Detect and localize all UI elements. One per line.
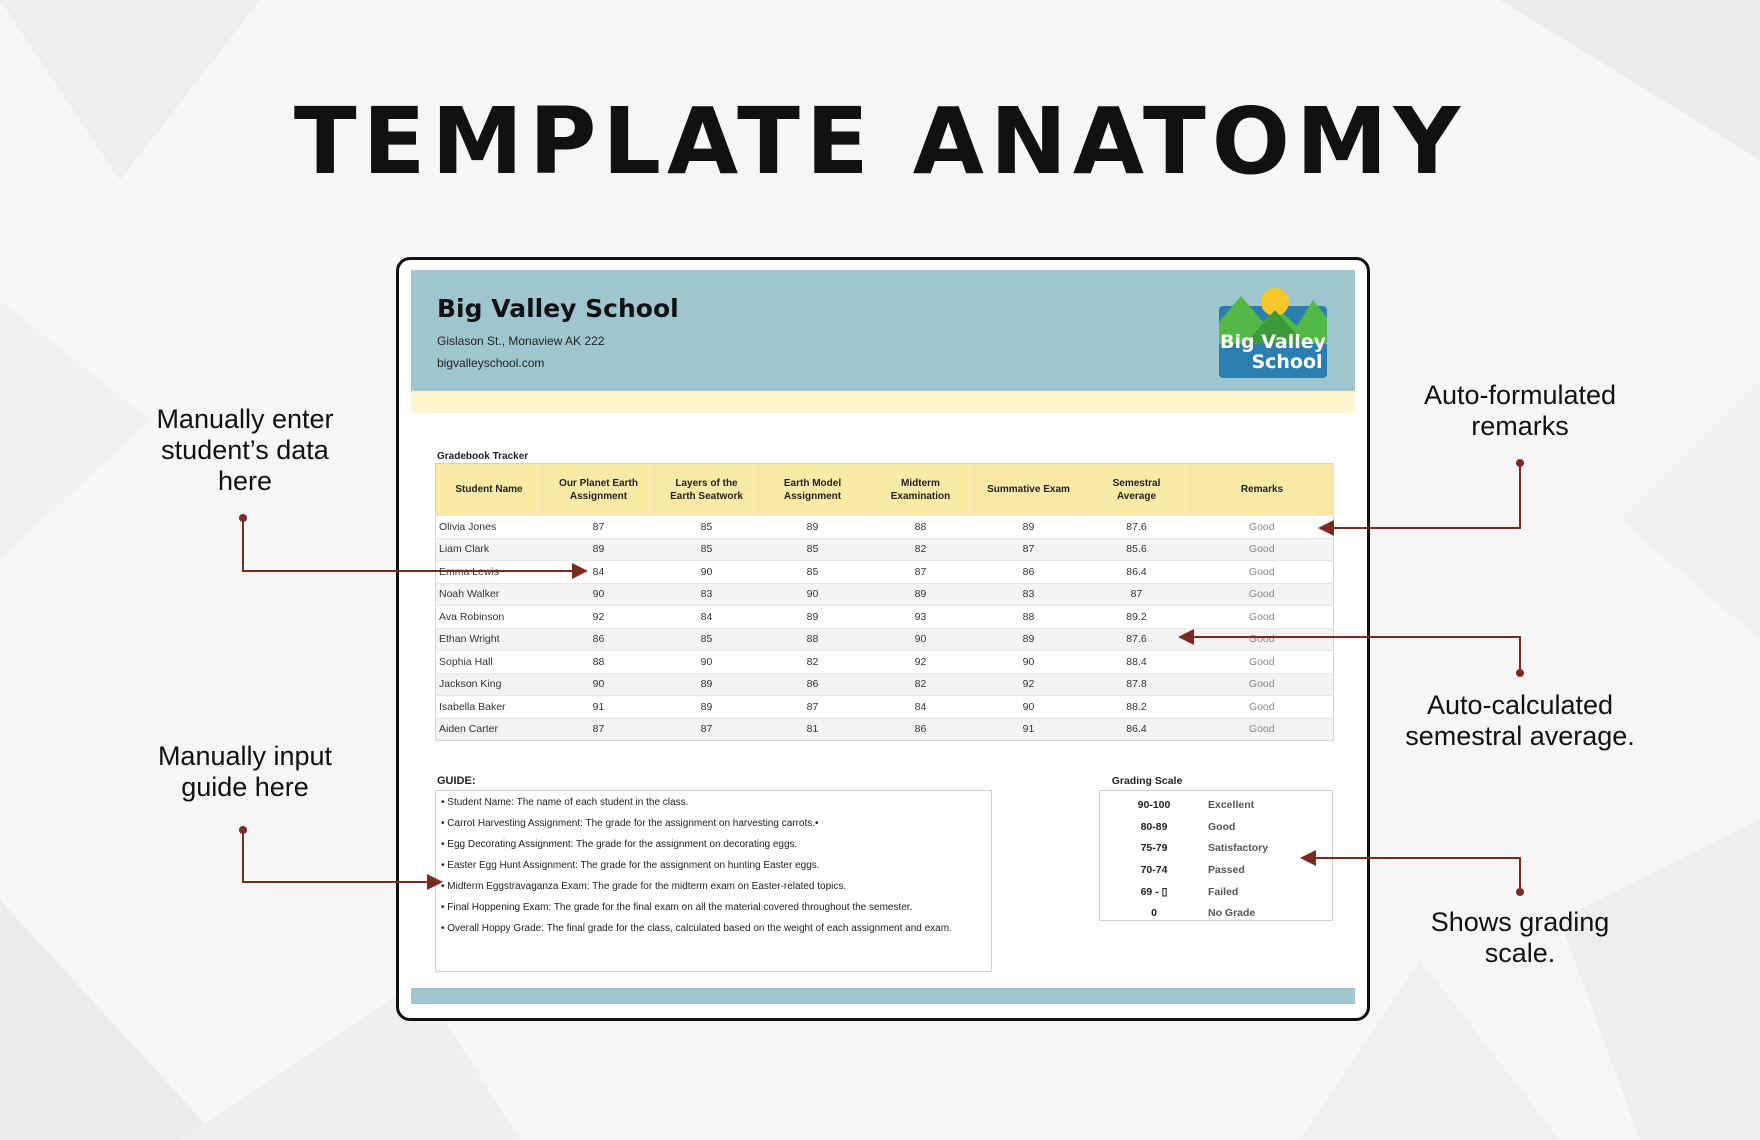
annotation-line: Manually enter xyxy=(156,404,334,434)
grade-cell[interactable]: 90 xyxy=(543,673,655,696)
grade-cell[interactable]: 86 xyxy=(759,673,867,696)
student-name-cell[interactable]: Noah Walker xyxy=(436,583,543,606)
grade-cell[interactable]: 84 xyxy=(655,606,759,629)
grade-cell[interactable]: 88 xyxy=(543,651,655,674)
annotation-line: guide here xyxy=(181,772,309,802)
remarks-cell: Good xyxy=(1191,583,1334,606)
column-header-text: Layers of the xyxy=(675,477,738,489)
remarks-cell: Good xyxy=(1191,696,1334,719)
column-header-text: Earth Model xyxy=(783,477,842,489)
grade-cell[interactable]: 87 xyxy=(543,718,655,741)
annotation-line: semestral average. xyxy=(1405,721,1635,751)
grade-cell: 85.6 xyxy=(1083,538,1191,561)
grade-cell[interactable]: 87 xyxy=(543,516,655,539)
grade-cell[interactable]: 89 xyxy=(543,538,655,561)
grade-cell[interactable]: 84 xyxy=(867,696,975,719)
grading-scale-label: Grading Scale xyxy=(1111,775,1183,787)
student-name-cell[interactable]: Jackson King xyxy=(436,673,543,696)
grade-cell[interactable]: 90 xyxy=(975,696,1083,719)
grade-cell[interactable]: 84 xyxy=(543,561,655,584)
grade-cell[interactable]: 85 xyxy=(759,538,867,561)
remarks-cell: Good xyxy=(1191,718,1334,741)
guide-item: • Carrot Harvesting Assignment: The grade for the assignment on harvesting carrots.• xyxy=(441,818,819,829)
grade-cell[interactable]: 89 xyxy=(975,628,1083,651)
grade-cell[interactable]: 90 xyxy=(655,561,759,584)
grade-cell[interactable]: 89 xyxy=(867,583,975,606)
grade-cell[interactable]: 82 xyxy=(867,673,975,696)
grade-cell[interactable]: 90 xyxy=(543,583,655,606)
grade-cell[interactable]: 88 xyxy=(867,516,975,539)
student-name-cell[interactable]: Olivia Jones xyxy=(436,516,543,539)
annotation-line: remarks xyxy=(1471,411,1569,441)
column-header-text: Earth Seatwork xyxy=(670,490,743,502)
grade-cell[interactable]: 81 xyxy=(759,718,867,741)
grade-range: 80-89 xyxy=(1140,820,1168,833)
remarks-cell: Good xyxy=(1191,606,1334,629)
grade-cell[interactable]: 89 xyxy=(759,516,867,539)
grade-cell: 87.8 xyxy=(1083,673,1191,696)
grade-cell[interactable]: 83 xyxy=(975,583,1083,606)
grade-cell[interactable]: 92 xyxy=(543,606,655,629)
grade-cell[interactable]: 90 xyxy=(867,628,975,651)
grade-cell[interactable]: 85 xyxy=(759,561,867,584)
arrow-remarks xyxy=(1318,460,1523,536)
grade-cell[interactable]: 90 xyxy=(655,651,759,674)
column-header-text: Remarks xyxy=(1240,484,1284,495)
annotation-line: Auto-calculated xyxy=(1426,690,1614,720)
grade-cell: 87.6 xyxy=(1083,516,1191,539)
grade-cell[interactable]: 89 xyxy=(759,606,867,629)
grade-cell[interactable]: 85 xyxy=(655,538,759,561)
column-header-text: Semestral xyxy=(1112,477,1161,489)
student-name-cell[interactable]: Aiden Carter xyxy=(436,718,543,741)
grade-cell[interactable]: 90 xyxy=(759,583,867,606)
grade-cell[interactable]: 85 xyxy=(655,516,759,539)
guide-item: • Student Name: The name of each student in the class. xyxy=(441,797,689,808)
grade-description: Satisfactory xyxy=(1208,842,1269,855)
grade-cell[interactable]: 92 xyxy=(975,673,1083,696)
grade-cell: 86.4 xyxy=(1083,718,1191,741)
grade-cell[interactable]: 91 xyxy=(975,718,1083,741)
grade-cell: 86.4 xyxy=(1083,561,1191,584)
logo-text-line2: School xyxy=(1251,351,1323,373)
grade-cell: 87 xyxy=(1083,583,1191,606)
page-title: TEMPLATE ANATOMY xyxy=(293,88,1467,195)
gradebook-tracker-label: Gradebook Tracker xyxy=(437,451,529,462)
grade-range: 75-79 xyxy=(1140,842,1168,855)
grade-cell[interactable]: 82 xyxy=(867,538,975,561)
student-name-cell[interactable]: Isabella Baker xyxy=(436,696,543,719)
guide-item: • Overall Hoppy Grade: The final grade for the class, calculated based on the weight of each assignment and exam. xyxy=(441,923,952,934)
student-name-cell[interactable]: Sophia Hall xyxy=(436,651,543,674)
grade-cell: 87.6 xyxy=(1083,628,1191,651)
grade-description: Failed xyxy=(1208,885,1239,898)
remarks-cell: Good xyxy=(1191,673,1334,696)
arrow-scale xyxy=(1300,850,1523,895)
annotation-line: scale. xyxy=(1484,938,1556,968)
student-name-cell[interactable]: Ethan Wright xyxy=(436,628,543,651)
grade-cell[interactable]: 86 xyxy=(975,561,1083,584)
grade-cell[interactable]: 85 xyxy=(655,628,759,651)
remarks-cell: Good xyxy=(1191,628,1334,651)
arrow-average xyxy=(1178,629,1523,676)
grade-description: Excellent xyxy=(1208,798,1255,811)
grade-cell[interactable]: 93 xyxy=(867,606,975,629)
school-name: Big Valley School xyxy=(437,294,679,323)
grade-cell[interactable]: 83 xyxy=(655,583,759,606)
grade-cell: 88.2 xyxy=(1083,696,1191,719)
annotation-line: Auto-formulated xyxy=(1423,380,1617,410)
annotation-line: student’s data xyxy=(161,435,329,465)
grade-cell[interactable]: 86 xyxy=(543,628,655,651)
arrow-guide xyxy=(240,827,443,890)
grade-cell[interactable]: 87 xyxy=(655,718,759,741)
grade-cell[interactable]: 88 xyxy=(975,606,1083,629)
annotation-line: Manually input xyxy=(157,741,333,771)
grade-range: 90-100 xyxy=(1137,798,1171,811)
grade-description: Passed xyxy=(1208,863,1245,876)
grade-cell: 89.2 xyxy=(1083,606,1191,629)
remarks-cell: Good xyxy=(1191,651,1334,674)
student-name-cell[interactable]: Liam Clark xyxy=(436,538,543,561)
grade-cell[interactable]: 87 xyxy=(867,561,975,584)
annotation-line: here xyxy=(217,466,273,496)
grade-cell[interactable]: 87 xyxy=(975,538,1083,561)
remarks-cell: Good xyxy=(1191,516,1334,539)
guide-label: GUIDE: xyxy=(437,775,476,787)
remarks-cell: Good xyxy=(1191,538,1334,561)
grade-description: Good xyxy=(1208,820,1236,833)
column-header-text: Student Name xyxy=(455,484,523,495)
grade-range: 70-74 xyxy=(1140,863,1168,876)
grade-cell[interactable]: 88 xyxy=(759,628,867,651)
column-header-text: Midterm xyxy=(901,477,940,489)
grade-cell[interactable]: 87 xyxy=(759,696,867,719)
column-header-text: Assignment xyxy=(783,490,842,502)
column-header-text: Examination xyxy=(890,490,951,502)
grade-range: 0 xyxy=(1151,907,1157,920)
guide-item: • Egg Decorating Assignment: The grade for the assignment on decorating eggs. xyxy=(441,839,798,850)
grade-cell[interactable]: 86 xyxy=(867,718,975,741)
school-website: bigvalleyschool.com xyxy=(437,356,545,370)
grade-cell[interactable]: 89 xyxy=(655,673,759,696)
guide-item: • Midterm Eggstravaganza Exam: The grade for the midterm exam on Easter-related topics. xyxy=(441,881,847,892)
student-name-cell[interactable]: Emma Lewis xyxy=(436,561,543,584)
grade-cell[interactable]: 82 xyxy=(759,651,867,674)
grade-cell: 88.4 xyxy=(1083,651,1191,674)
column-header-text: Summative Exam xyxy=(987,484,1070,495)
grade-cell[interactable]: 89 xyxy=(655,696,759,719)
grade-description: No Grade xyxy=(1208,907,1256,920)
annotation-line: Shows grading xyxy=(1430,907,1610,937)
column-header-text: Average xyxy=(1116,490,1157,502)
grade-cell[interactable]: 91 xyxy=(543,696,655,719)
guide-item: • Final Hoppening Exam: The grade for the final exam on all the material covered throughout the semester. xyxy=(441,902,913,913)
student-name-cell[interactable]: Ava Robinson xyxy=(436,606,543,629)
arrow-student-data xyxy=(240,515,588,579)
logo-text-line1: Big Valley xyxy=(1220,331,1326,353)
grade-cell[interactable]: 90 xyxy=(975,651,1083,674)
column-header-text: Our Planet Earth xyxy=(559,477,638,489)
grade-cell[interactable]: 89 xyxy=(975,516,1083,539)
grade-range: 69 - ▯ xyxy=(1140,885,1168,898)
guide-item: • Easter Egg Hunt Assignment: The grade for the assignment on hunting Easter eggs. xyxy=(441,860,820,871)
grade-cell[interactable]: 92 xyxy=(867,651,975,674)
school-address: Gislason St., Monaview AK 222 xyxy=(437,334,605,348)
remarks-cell: Good xyxy=(1191,561,1334,584)
column-header-text: Assignment xyxy=(569,490,628,502)
